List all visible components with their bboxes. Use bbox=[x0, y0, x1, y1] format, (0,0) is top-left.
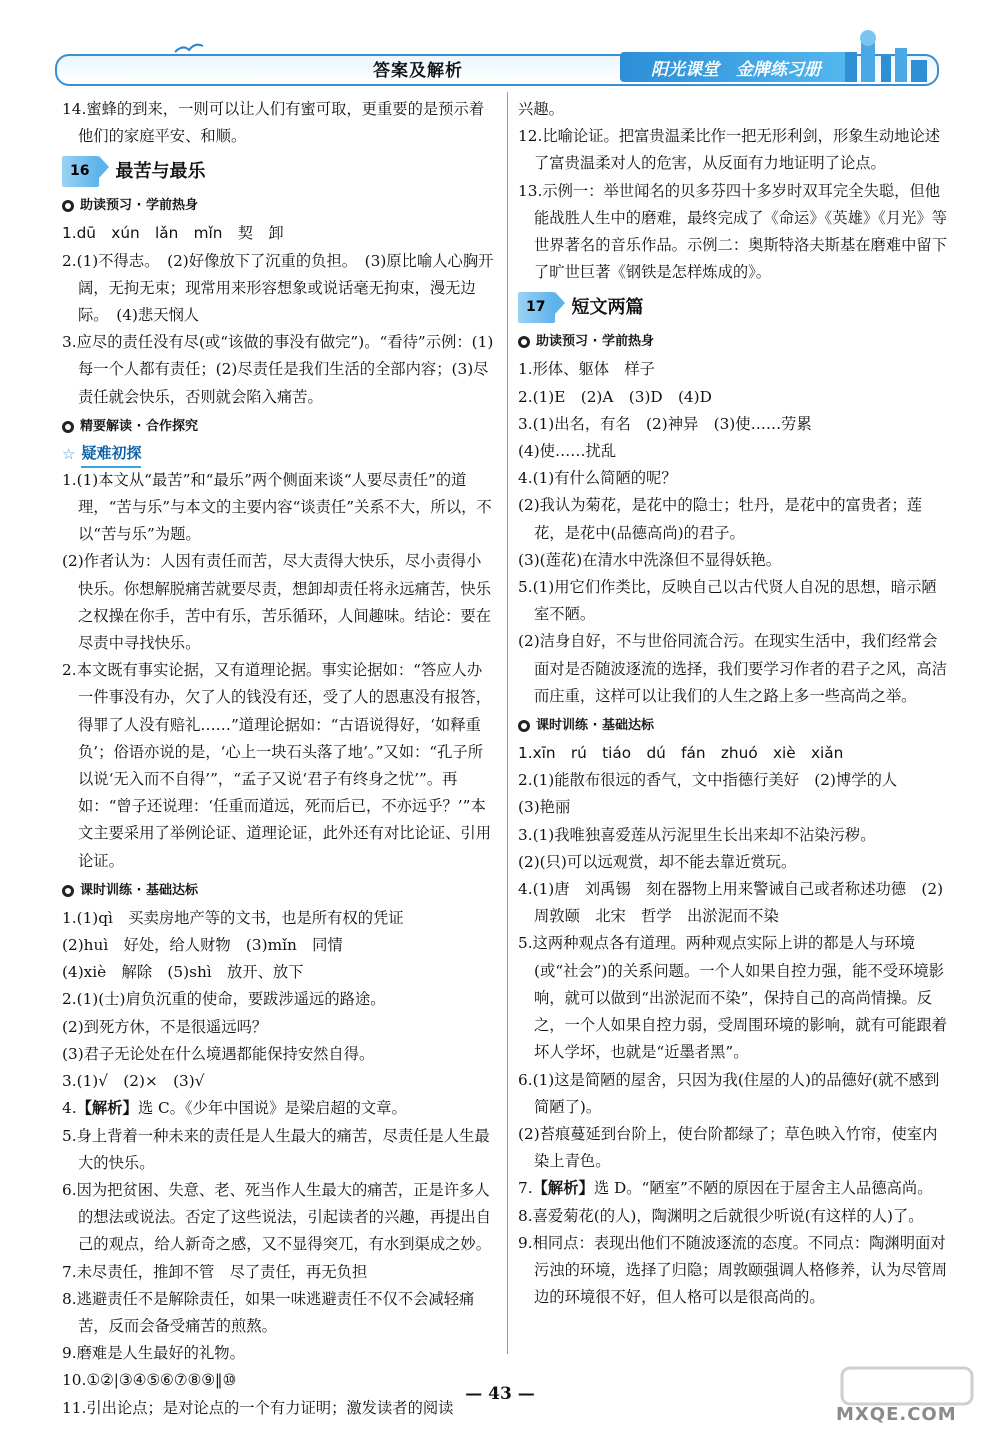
answer-item: 6.因为把贫困、失意、老、死当作人生最大的痛苦，正是许多人的想法或说法。否定了这些说法，引起读者的兴趣，再提出自己的观点，给人新奇之感，又不显得突兀，有水到渠成之妙。 bbox=[62, 1180, 492, 1254]
answer-item: (2)作者认为：人因有责任而苦，尽大责得大快乐，尽小责得小快乐。你想解脱痛苦就要尽责，想卸却责任将永远痛苦，快乐之权操在你手，苦中有乐，苦乐循环，人间趣味。结论：要在尽责中寻找快乐。 bbox=[62, 552, 492, 653]
subheading-text: 课时训练 · 基础达标 bbox=[536, 718, 654, 734]
left-column bbox=[62, 96, 494, 1422]
section-16-heading bbox=[62, 152, 494, 190]
column-divider bbox=[507, 92, 508, 1354]
answer-item: 5.这两种观点各有道理。两种观点实际上讲的都是人与环境(或“社会”)的关系问题。一个人如果自控力强，能不受环境影响，就可以做到“出淤泥而不染”，保持自己的高尚情操。反之，一个人如果自控力弱，受周围环境的影响，就有可能跟着坏人学坏，也就是“近墨者黑”。 bbox=[518, 934, 948, 1062]
bullet-icon bbox=[62, 885, 74, 897]
answer-item: 1.形体、躯体 样子 bbox=[518, 360, 655, 379]
subheading-text: 精要解读 · 合作探究 bbox=[80, 418, 198, 434]
subheading-preview bbox=[518, 330, 950, 354]
answer-item: (3)艳丽 bbox=[518, 798, 571, 817]
analysis-text: 选 D。“陋室”不陋的原因在于屋舍主人品德高尚。 bbox=[593, 1179, 933, 1198]
answer-item: 9.相同点：表现出他们不随波逐流的态度。不同点：陶渊明面对污浊的环境，选择了归隐；周敦颐强调人格修养，认为尽管周边的环境很不好，但人格可以是很高尚的。 bbox=[518, 1233, 948, 1307]
answer-item: 8.喜爱菊花(的人)，陶渊明之后就很少听说(有这样的人)了。 bbox=[518, 1206, 924, 1225]
analysis-text: 选 C。《少年中国说》是梁启超的文章。 bbox=[137, 1099, 407, 1118]
star-heading-text: 疑难初探 bbox=[81, 440, 141, 468]
answer-item: 2.(1)E (2)A (3)D (4)D bbox=[518, 387, 712, 406]
answer-item: 14.蜜蜂的到来，一则可以让人们有蜜可取，更重要的是预示着他们的家庭平安、和顺。 bbox=[62, 100, 485, 146]
answer-item: 1.(1)本文从“最苦”和“最乐”两个侧面来谈“人要尽责任”的道理，“苦与乐”与本文的主要内容“谈责任”关系不大，所以，不以“苦与乐”为题。 bbox=[62, 470, 492, 544]
answer-item: 3.(1)我唯独喜爱莲从污泥里生长出来却不沾染污秽。 bbox=[518, 825, 876, 844]
subheading-training bbox=[62, 879, 494, 903]
answer-item: 3.应尽的责任没有尽(或“该做的事没有做完”)。“看待”示例：(1)每一个人都有责任；(2)尽责任是我们生活的全部内容；(3)尽责任就会快乐，否则就会陷入痛苦。 bbox=[62, 333, 494, 406]
subheading-text: 助读预习 · 学前热身 bbox=[536, 334, 654, 350]
answer-item: 12.比喻论证。把富贵温柔比作一把无形利剑，形象生动地论述了富贵温柔对人的危害，从反面有力地证明了论点。 bbox=[518, 127, 941, 173]
subheading-preview bbox=[62, 194, 494, 218]
star-icon: ☆ bbox=[62, 444, 76, 463]
subheading-reading bbox=[62, 415, 494, 439]
answer-item: (2)(只)可以远观赏，却不能去靠近赏玩。 bbox=[518, 852, 797, 871]
answer-item: 2.(1)(士)肩负沉重的使命，要跋涉遥远的路途。 bbox=[62, 990, 386, 1009]
answer-item bbox=[518, 1175, 950, 1202]
brand-text: 阳光课堂 金牌练习册 bbox=[651, 60, 821, 80]
answer-item: 1.xīn rú tiáo dú fán zhuó xiè xiǎn bbox=[518, 744, 844, 763]
answer-item: (2)洁身自好，不与世俗同流合污。在现实生活中，我们经常会面对是否随波逐流的选择，我们要学习作者的君子之风，高洁而庄重，这样可以让我们的人生之路上多一些高尚之举。 bbox=[518, 632, 948, 705]
analysis-tag: 【解析】 bbox=[76, 1099, 138, 1118]
header-title: 答案及解析 bbox=[373, 61, 463, 81]
answer-item: 3.(1)√ (2)× (3)√ bbox=[62, 1072, 205, 1091]
answer-item: 2.本文既有事实论据，又有道理论据。事实论据如：“答应人办一件事没有办，欠了人的钱没有还，受了人的恩惠没有报答，得罪了人没有赔礼……”道理论据如：“古语说得好，‘如释重负’；俗语亦说的是，‘心上一块石头落了地’。”又如：“孔子所以说‘无入而不自得’”，“孟子又说‘君子有终身之忧’”。再如：“曾子还说理：‘任重而道远，死而后已，不亦远乎？’”本文主要采用了举例论证、道理论证，此外还有对比论证、引用论证。 bbox=[62, 661, 492, 870]
subheading-text: 助读预习 · 学前热身 bbox=[80, 198, 198, 214]
answer-item: (2)到死方休，不是很遥远吗？ bbox=[62, 1017, 268, 1036]
answer-item: 兴趣。 bbox=[518, 100, 564, 118]
answer-item: 2.(1)能散布很远的香气，文中指德行美好 (2)博学的人 bbox=[518, 771, 898, 790]
answer-item: 4.(1)有什么简陋的呢？ bbox=[518, 469, 677, 488]
answer-item: (2)苔痕蔓延到台阶上，使台阶都绿了；草色映入竹帘，使室内染上青色。 bbox=[518, 1124, 938, 1171]
item-number: 4. bbox=[62, 1099, 77, 1118]
bullet-icon bbox=[62, 200, 74, 212]
answer-item: 10.①②|③④⑤⑥⑦⑧⑨‖⑩ bbox=[62, 1371, 237, 1390]
right-column bbox=[518, 96, 950, 1311]
answer-item: (2)huì 好处，给人财物 (3)mǐn 同情 bbox=[62, 936, 343, 955]
item-number: 7. bbox=[518, 1179, 533, 1198]
subheading-training bbox=[518, 714, 950, 738]
page-number: — 43 — bbox=[465, 1384, 535, 1404]
answer-item: 11.引出论点；是对论点的一个有力证明；激发读者的阅读 bbox=[62, 1398, 454, 1417]
answer-item: 9.磨难是人生最好的礼物。 bbox=[62, 1344, 245, 1363]
answer-item: 1.(1)qì 买卖房地产等的文书，也是所有权的凭证 bbox=[62, 908, 404, 927]
answer-item: 5.(1)用它们作类比，反映自己以古代贤人自况的思想，暗示陋室不陋。 bbox=[518, 578, 937, 624]
answer-item: (3)君子无论处在什么境遇都能保持安然自得。 bbox=[62, 1044, 375, 1063]
answer-item: 13.示例一：举世闻名的贝多芬四十多岁时双耳完全失聪，但他能战胜人生中的磨难，最终完成了《命运》《英雄》《月光》等世界著名的音乐作品。示例二：奥斯特洛夫斯基在磨难中留下了旷世巨著《钢铁是怎样炼成的》。 bbox=[518, 181, 948, 282]
star-heading bbox=[62, 441, 494, 467]
cityscape-icon bbox=[835, 28, 945, 84]
answer-item: 6.(1)这是简陋的屋舍，只因为我(住屋的人)的品德好(就不感到简陋了)。 bbox=[518, 1070, 940, 1116]
brand-banner bbox=[620, 52, 852, 82]
analysis-tag: 【解析】 bbox=[532, 1179, 594, 1198]
subheading-text: 课时训练 · 基础达标 bbox=[80, 882, 198, 898]
answer-item: 3.(1)出名，有名 (2)神异 (3)使……劳累 bbox=[518, 414, 812, 433]
answer-item: (2)我认为菊花，是花中的隐士；牡丹，是花中的富贵者；莲花，是花中(品德高尚)的君子。 bbox=[518, 496, 923, 542]
section-title: 最苦与最乐 bbox=[115, 160, 206, 182]
section-title: 短文两篇 bbox=[571, 296, 644, 318]
answer-item: (3)(莲花)在清水中洗涤但不显得妖艳。 bbox=[518, 550, 782, 569]
bullet-icon bbox=[62, 421, 74, 433]
bullet-icon bbox=[518, 720, 530, 732]
answer-item: 5.身上背着一种未来的责任是人生最大的痛苦，尽责任是人生最大的快乐。 bbox=[62, 1126, 490, 1172]
answer-item: 4.(1)唐 刘禹锡 刻在器物上用来警诫自己或者称述功德 (2)周敦颐 北宋 哲学 出淤泥而不染 bbox=[518, 880, 944, 926]
section-17-heading bbox=[518, 288, 950, 326]
answer-item: (4)使……扰乱 bbox=[518, 442, 617, 461]
answer-item: 1.dū xún lǎn mǐn 契 卸 bbox=[62, 224, 284, 243]
page-header bbox=[55, 28, 935, 86]
section-number: 16 bbox=[62, 156, 99, 187]
answer-item: (4)xiè 解除 (5)shì 放开、放下 bbox=[62, 963, 304, 982]
answer-item: 2.(1)不得志。 (2)好像放下了沉重的负担。 (3)原比喻人心胸开阔，无拘无束；现常用来形容想象或说话毫无拘束，漫无边际。 (4)悲天悯人 bbox=[62, 251, 494, 325]
watermark-text: MXQE.COM bbox=[836, 1404, 957, 1425]
answer-item: 8.逃避责任不是解除责任，如果一味逃避责任不仅不会减轻痛苦，反而会备受痛苦的煎熬。 bbox=[62, 1289, 475, 1335]
answer-item bbox=[62, 1095, 494, 1122]
answer-item: 7.未尽责任，推卸不管 尽了责任，再无负担 bbox=[62, 1262, 368, 1281]
bullet-icon bbox=[518, 336, 530, 348]
section-number: 17 bbox=[518, 292, 555, 323]
